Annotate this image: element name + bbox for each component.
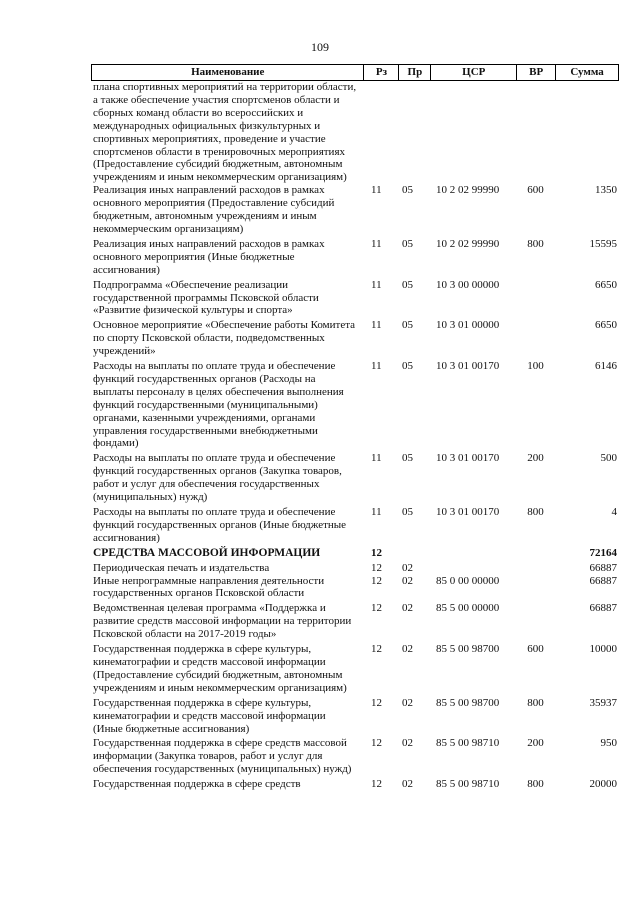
row-pr: 02 [402,737,413,750]
row-vr [516,319,555,358]
row-pr: 05 [402,237,413,250]
row-rz [363,81,398,184]
row-rz: 12 [371,602,382,615]
table-row [91,643,619,695]
row-pr: 05 [402,452,413,465]
row-name: Расходы на выплаты по оплате труда и обеспечение функций государственных органов (Расходы на выплаты персоналу в целях обеспечения выполнения функций государственными (муниципальными) органами, казенными учреждениями, органами управления государственными внебюджетными фондами) [93,360,344,450]
row-rz: 12 [371,737,382,750]
row-csr: 85 0 00 00000 [436,574,500,587]
row-csr: 10 3 01 00170 [436,506,500,518]
table-row [91,602,619,641]
row-csr [430,81,516,184]
row-name: плана спортивных мероприятий на территории области, а также обеспечение участия спортсменов области и сборных команд области во всероссийских и международных официальных физкультурных и спортивных мероприятиях, проведение и участие спортсменов области в тренировочных мероприятиях (Предоставление субсидий бюджетным, автономным учреждениям и иным некоммерческим организациям) [93,81,357,184]
header-rz: Рз [363,65,398,80]
row-name: Расходы на выплаты по оплате труда и обеспечение функций государственных органов (Иные бюджетные ассигнования) [93,506,347,544]
row-pr: 05 [402,360,413,373]
header-pr: Пр [398,65,430,80]
row-rz: 12 [371,546,382,559]
row-pr: 02 [402,602,413,615]
row-csr: 85 5 00 98710 [436,737,500,750]
row-pr: 02 [402,778,413,791]
row-vr [516,575,555,601]
row-pr [398,547,430,560]
row-rz: 12 [371,643,382,656]
header-sum: Сумма [555,65,619,80]
row-pr: 02 [402,696,413,709]
row-sum: 66887 [589,574,617,587]
row-csr: 10 3 00 00000 [436,278,500,291]
row-sum [555,81,619,184]
row-name: Государственная поддержка в сфере культуры, кинематографии и средств массовой информации (Предоставление субсидий бюджетным, автономным учреждениям и иным некоммерческим организациям) [93,643,347,694]
row-sum: 35937 [589,696,617,709]
row-rz: 11 [371,360,382,373]
row-csr: 85 5 00 98710 [436,778,500,791]
row-sum: 500 [600,452,617,465]
header-vr: ВР [516,65,555,80]
table-row [91,778,619,791]
row-pr: 02 [402,574,413,587]
row-rz: 12 [371,778,382,791]
row-name: Расходы на выплаты по оплате труда и обеспечение функций государственных органов (Закупка товаров, работ и услуг для обеспечения государственных (муниципальных) нужд) [93,452,342,504]
row-sum: 66887 [589,561,617,574]
row-name: Подпрограмма «Обеспечение реализации государственной программы Псковской области «Развитие физической культуры и спорта» [93,278,319,317]
row-pr: 05 [402,278,413,291]
row-sum: 6146 [595,360,617,373]
row-csr: 85 5 00 98700 [436,643,500,656]
table-row [91,81,619,184]
row-rz: 12 [371,696,382,709]
row-name: Ведомственная целевая программа «Поддержка и развитие средств массовой информации на территории Псковской области на 2017-2019 годы» [93,602,352,641]
row-vr: 600 [527,643,544,656]
row-sum: 20000 [589,778,617,791]
row-vr: 800 [527,506,544,518]
table-row [91,697,619,736]
table-body [91,81,619,791]
row-vr: 200 [527,737,544,750]
row-vr: 600 [527,184,544,197]
row-sum: 950 [600,737,617,750]
budget-table [91,64,619,791]
row-csr: 10 2 02 99990 [436,184,500,197]
row-name: Периодическая печать и издательства [93,561,270,574]
row-vr [516,547,555,560]
row-vr: 800 [527,237,544,250]
row-rz: 12 [371,574,382,587]
row-csr: 10 2 02 99990 [436,237,500,250]
row-sum: 4 [611,506,617,518]
row-csr: 85 5 00 98700 [436,696,500,709]
row-rz: 12 [371,561,382,574]
table-row [91,184,619,236]
row-vr: 800 [527,778,544,791]
row-vr: 100 [527,360,544,373]
row-name: Государственная поддержка в сфере культуры, кинематографии и средств массовой информации (Иные бюджетные ассигнования) [93,696,326,735]
row-vr [516,602,555,641]
row-vr: 200 [527,452,544,465]
table-row [91,737,619,776]
row-rz: 11 [371,319,382,332]
table-row [91,547,619,560]
row-sum: 6650 [595,319,617,332]
row-csr: 10 3 01 00170 [436,452,500,465]
row-csr: 85 5 00 00000 [436,602,500,615]
table-row [91,238,619,277]
row-pr: 05 [402,319,413,332]
table-row [91,452,619,504]
row-sum: 66887 [589,602,617,615]
row-vr: 800 [527,696,544,709]
row-pr: 05 [402,506,413,518]
table-row [91,360,619,450]
row-sum: 10000 [589,643,617,656]
row-vr [516,279,555,318]
table-row [91,319,619,358]
row-name: Иные непрограммные направления деятельности государственных органов Псковской области [93,574,325,600]
row-csr [430,562,516,575]
row-sum: 15595 [589,237,617,250]
row-name: Реализация иных направлений расходов в рамках основного мероприятия (Предоставление субсидий бюджетным, автономным учреждениям и иным некоммерческим организациям) [93,184,335,235]
table-row [91,506,619,545]
row-name: Реализация иных направлений расходов в рамках основного мероприятия (Иные бюджетные ассигнования) [93,237,325,276]
header-csr: ЦСР [430,65,516,80]
row-rz: 11 [371,237,382,250]
table-row [91,279,619,318]
row-pr: 05 [402,184,413,197]
row-rz: 11 [371,452,382,465]
header-name: Наименование [91,65,363,80]
row-csr [430,547,516,560]
row-rz: 11 [371,184,382,197]
row-pr: 02 [402,561,413,574]
row-vr [516,81,555,184]
table-row [91,575,619,601]
page-number: 109 [311,40,329,54]
row-rz: 11 [371,506,382,518]
row-name: СРЕДСТВА МАССОВОЙ ИНФОРМАЦИИ [93,546,321,559]
row-csr: 10 3 01 00000 [436,319,500,332]
table-row [91,562,619,575]
row-sum: 6650 [595,278,617,291]
row-pr [398,81,430,184]
row-name: Государственная поддержка в сфере средств массовой информации (Закупка товаров, работ и услуг для обеспечения государственных (муниципальных) нужд) [93,737,352,776]
row-pr: 02 [402,643,413,656]
row-rz: 11 [371,278,382,291]
table-header [91,64,619,81]
row-name: Государственная поддержка в сфере средств [93,778,301,791]
row-vr [516,562,555,575]
row-sum: 72164 [589,546,617,559]
row-name: Основное мероприятие «Обеспечение работы Комитета по спорту Псковской области, подведомственных учреждений» [93,319,356,358]
row-csr: 10 3 01 00170 [436,360,500,373]
row-sum: 1350 [595,184,617,197]
